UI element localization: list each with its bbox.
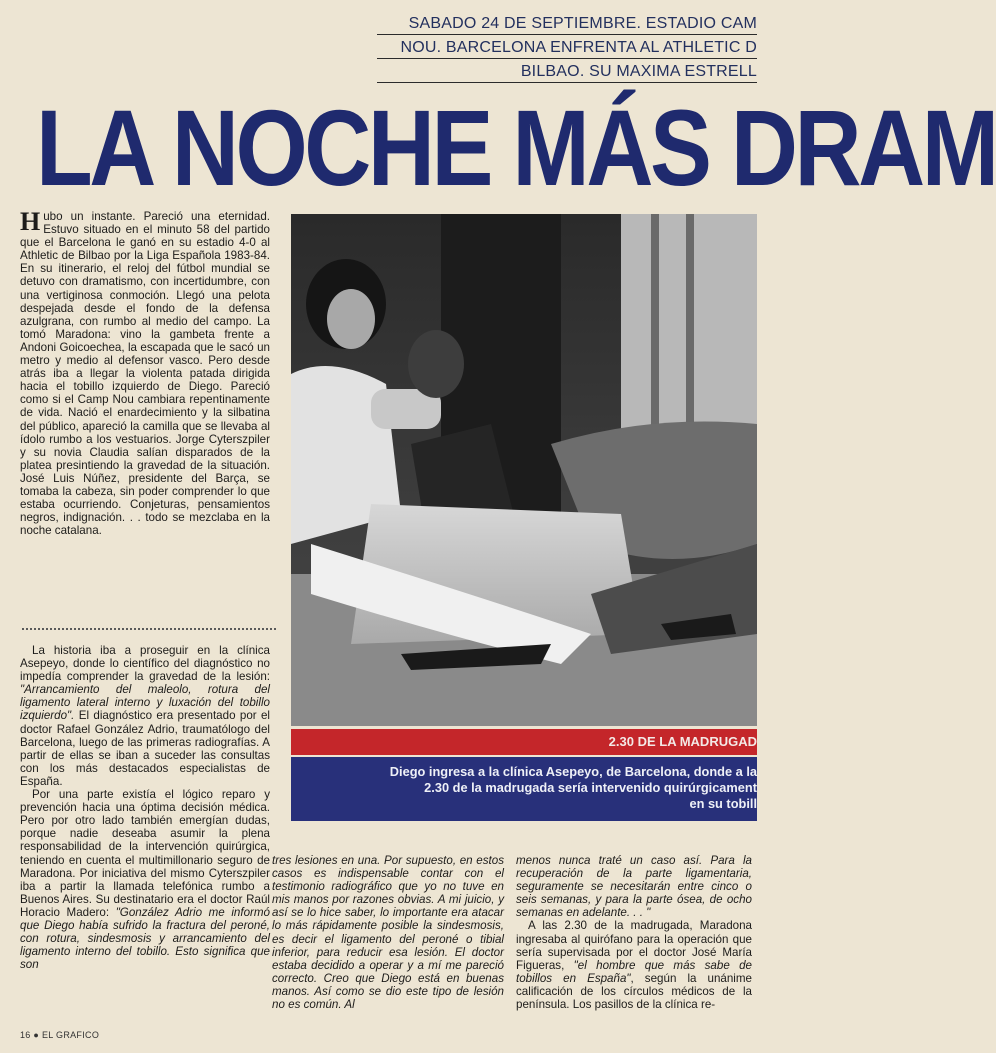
column-2: tres lesiones en una. Por supuesto, en estos casos es indispensable contar con el testimonio radiográfico que yo no tuve en mis manos por razones obvias. A mi juicio, y así se lo hice saber, lo importante era atacar lo más rápidamente posible la sindesmosis, es decir el ligamento del peroné o tibial inferior, para reducir esa lesión. El doctor estaba decidido a operar y a mí me pareció correcto. Creo que Diego está en buenas manos. Así como se dio este tipo de lesión no es común. Al (272, 854, 504, 1012)
caption-line-3: en su tobill (689, 796, 757, 811)
column-3-quote-end (516, 854, 752, 919)
column-1-top (20, 207, 270, 538)
caption-box (291, 757, 757, 821)
paragraph-3-text: Por una parte existía el lógico reparo y prevención hacia una óptima decisión médica. Pero por otro lado también emergían dudas, porque nadie deseaba asumir la plena responsabilidad de la intervención quirúrgica, teniendo en cuenta el multimillonario seguro de Maradona. Por iniciativa del mismo Cyterszpiler iba a partir la llamada telefónica rumbo a Buenos Aires. Su destinatario era el doctor Raúl Horacio Madero: (20, 788, 270, 919)
photo-clinic (291, 214, 757, 726)
page-footer: 16 ● EL GRAFICO (20, 1030, 100, 1040)
kicker-line-2: NOU. BARCELONA ENFRENTA AL ATHLETIC D (377, 38, 757, 59)
caption-line-1: Diego ingresa a la clínica Asepeyo, de Barcelona, donde a la (389, 764, 757, 779)
paragraph-2 (20, 644, 270, 788)
kicker-line-1: SABADO 24 DE SEPTIEMBRE. ESTADIO CAM (377, 14, 757, 35)
column-3-text-b: A las 2.30 de la madrugada, Maradona ingresaba al quirófano para la operación que sería supervisada por el doctor José María Figueras, (516, 919, 752, 972)
column-1-bottom (20, 644, 270, 971)
column-3-quote: "el hombre que más sabe de tobillos en España" (516, 958, 752, 985)
photo-illustration (291, 214, 757, 726)
kicker (377, 14, 757, 86)
paragraph-3-quote: "González Adrio me informó que Diego había sufrido la fractura del peroné, con rotura, sindesmosis y arrancamiento del ligamento interno del tobillo. Esto significa que son (20, 905, 270, 972)
column-3 (516, 854, 752, 1011)
column-3-paragraph (516, 919, 752, 1011)
paragraph-2-text-b: El diagnóstico era presentado por el doctor Rafael González Adrio, traumatólogo del Barcelona, luego de las primeras radiografías. A partir de ellas se iban a suceder las consultas con los más destacados especialistas de España. (20, 709, 270, 788)
paragraph-2-quote: "Arrancamiento del maleolo, rotura del ligamento lateral interno y luxación del tobillo izquierdo". (20, 683, 270, 723)
caption-time-bar: 2.30 DE LA MADRUGAD (291, 729, 757, 755)
drop-cap: H (20, 207, 41, 236)
column-3-text-a: menos nunca traté un caso así. Para la recuperación de la parte ligamentaria, seguramente se necesitarán entre cinco o seis semanas, y para la parte ósea, de ocho semanas en adelante. . . " (516, 854, 752, 920)
section-divider (22, 628, 276, 630)
paragraph-3 (20, 788, 270, 971)
paragraph-2-text-a: La historia iba a proseguir en la clínica Asepeyo, donde lo científico del diagnóstico no impedía comprender la gravedad de la lesión: (20, 644, 270, 684)
headline: LA NOCHE MÁS DRAM (36, 87, 996, 208)
caption-line-2: 2.30 de la madrugada sería intervenido quirúrgicament (424, 780, 757, 795)
paragraph-1 (20, 207, 270, 538)
column-3-text-c: , según la unánime calificación de los círculos médicos de la península. Los pasillos de la clínica re- (516, 971, 752, 1012)
paragraph-1-text: ubo un instante. Pareció una eternidad. Estuvo situado en el minuto 58 del partido que el Barcelona le ganó en su estadio 4-0 al Athletic de Bilbao por la Liga Española 1983-84. En su itinerario, el reloj del fútbol mundial se detuvo con dramatismo, con incertidumbre, con una vertiginosa conmoción. Llegó una pelota despejada desde el fondo de la defensa azulgrana, con rumbo al medio del campo. La tomó Maradona: vino la gambeta frente a Andoni Goicoechea, la escapada que le sacó un metro y medio al defensor vasco. Pero desde atrás iba a llegar la violenta patada dirigida hacia el tobillo izquierdo de Diego. Pareció como si el Camp Nou cambiara repentinamente de vida. Nació el enardecimiento y la silbatina del público, apareció la camilla que se llevaba al ídolo rumbo a los vestuarios. Jorge Cyterszpiler y su novia Claudia salían disparados de la platea presintiendo la gravedad de la situación. José Luis Núñez, presidente del Barça, se tomaba la cabeza, sin poder comprender lo que estaba ocurriendo. Conjeturas, pensamientos negros, indignación. . . todo se mezclaba en la noche catalana. (20, 210, 270, 538)
kicker-line-3: BILBAO. SU MAXIMA ESTRELL (377, 62, 757, 83)
